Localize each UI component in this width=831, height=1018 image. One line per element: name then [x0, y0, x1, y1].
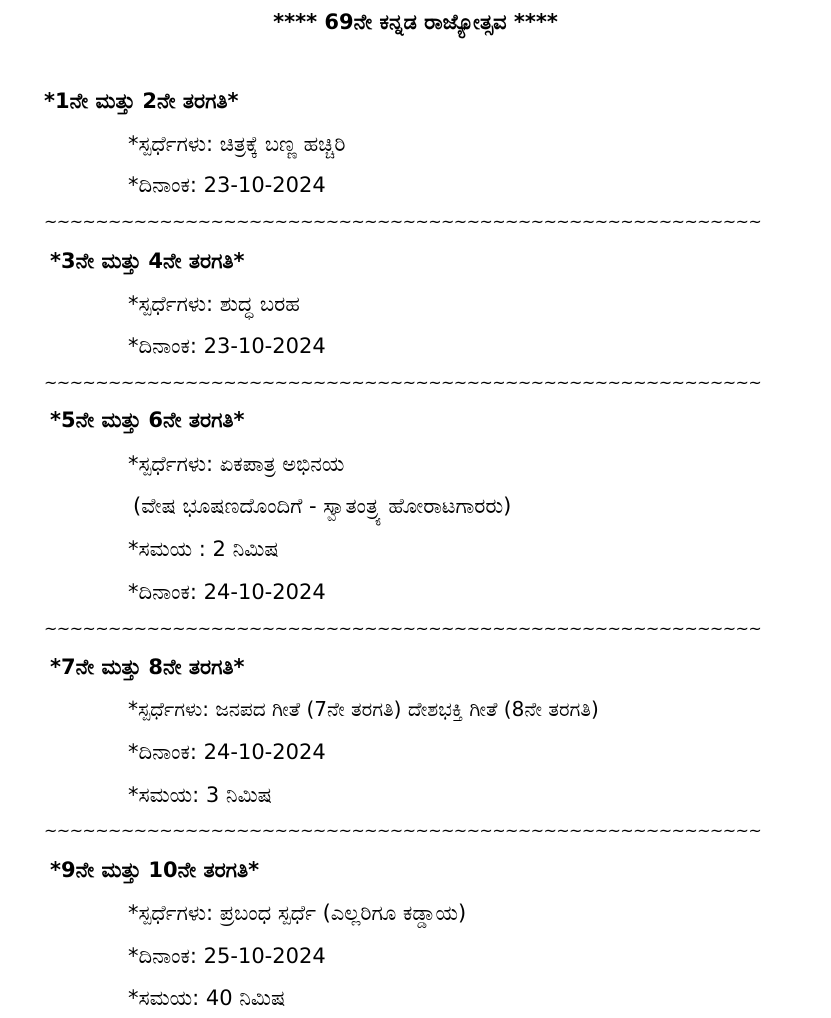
date-line: *ದಿನಾಂಕ: 25-10-2024	[128, 944, 326, 968]
time-line: *ಸಮಯ: 40 ನಿಮಿಷ	[128, 986, 286, 1010]
section-heading-grade-9-10: *9ನೇ ಮತ್ತು 10ನೇ ತರಗತಿ*	[50, 858, 260, 882]
separator: ~~~~~~~~~~~~~~~~~~~~~~~~~~~~~~~~~~~~~~~~~~~~~~~~~~~~~~~~	[44, 373, 762, 392]
date-line: *ದಿನಾಂಕ: 23-10-2024	[128, 173, 326, 197]
section-heading-grade-5-6: *5ನೇ ಮತ್ತು 6ನೇ ತರಗತಿ*	[50, 408, 245, 432]
separator: ~~~~~~~~~~~~~~~~~~~~~~~~~~~~~~~~~~~~~~~~~~~~~~~~~~~~~~~~	[44, 212, 762, 231]
competition-line: *ಸ್ಪರ್ಧೆಗಳು: ಜನಪದ ಗೀತೆ (7ನೇ ತರಗತಿ) ದೇಶಭಕ್ತಿ ಗೀತೆ (8ನೇ ತರಗತಿ)	[128, 697, 599, 721]
competition-line: *ಸ್ಪರ್ಧೆಗಳು: ಶುದ್ಧ ಬರಹ	[128, 292, 300, 316]
document-title: **** 69ನೇ ಕನ್ನಡ ರಾಜ್ಯೋತ್ಸವ ****	[273, 10, 558, 34]
date-line: *ದಿನಾಂಕ: 23-10-2024	[128, 334, 326, 358]
separator: ~~~~~~~~~~~~~~~~~~~~~~~~~~~~~~~~~~~~~~~~~~~~~~~~~~~~~~~~	[44, 619, 762, 638]
competition-line: *ಸ್ಪರ್ಧೆಗಳು: ಪ್ರಬಂಧ ಸ್ಪರ್ಧೆ (ಎಲ್ಲರಿಗೂ ಕಡ್ಡಾಯ)	[128, 901, 467, 925]
section-heading-grade-7-8: *7ನೇ ಮತ್ತು 8ನೇ ತರಗತಿ*	[50, 655, 245, 679]
time-line: *ಸಮಯ: 3 ನಿಮಿಷ	[128, 783, 272, 807]
competition-line: *ಸ್ಪರ್ಧೆಗಳು: ಚಿತ್ರಕ್ಕೆ ಬಣ್ಣ ಹಚ್ಚಿರಿ	[128, 132, 346, 156]
competition-line: *ಸ್ಪರ್ಧೆಗಳು: ಏಕಪಾತ್ರ ಅಭಿನಯ	[128, 452, 345, 476]
time-line: *ಸಮಯ : 2 ನಿಮಿಷ	[128, 537, 279, 561]
separator: ~~~~~~~~~~~~~~~~~~~~~~~~~~~~~~~~~~~~~~~~~~~~~~~~~~~~~~~~	[44, 821, 762, 840]
date-line: *ದಿನಾಂಕ: 24-10-2024	[128, 740, 326, 764]
section-heading-grade-1-2: *1ನೇ ಮತ್ತು 2ನೇ ತರಗತಿ*	[44, 89, 239, 113]
section-heading-grade-3-4: *3ನೇ ಮತ್ತು 4ನೇ ತರಗತಿ*	[50, 249, 245, 273]
date-line: *ದಿನಾಂಕ: 24-10-2024	[128, 580, 326, 604]
costume-note: (ವೇಷ ಭೂಷಣದೊಂದಿಗೆ - ಸ್ವಾತಂತ್ರ್ಯ ಹೋರಾಟಗಾರರು)	[133, 494, 512, 518]
